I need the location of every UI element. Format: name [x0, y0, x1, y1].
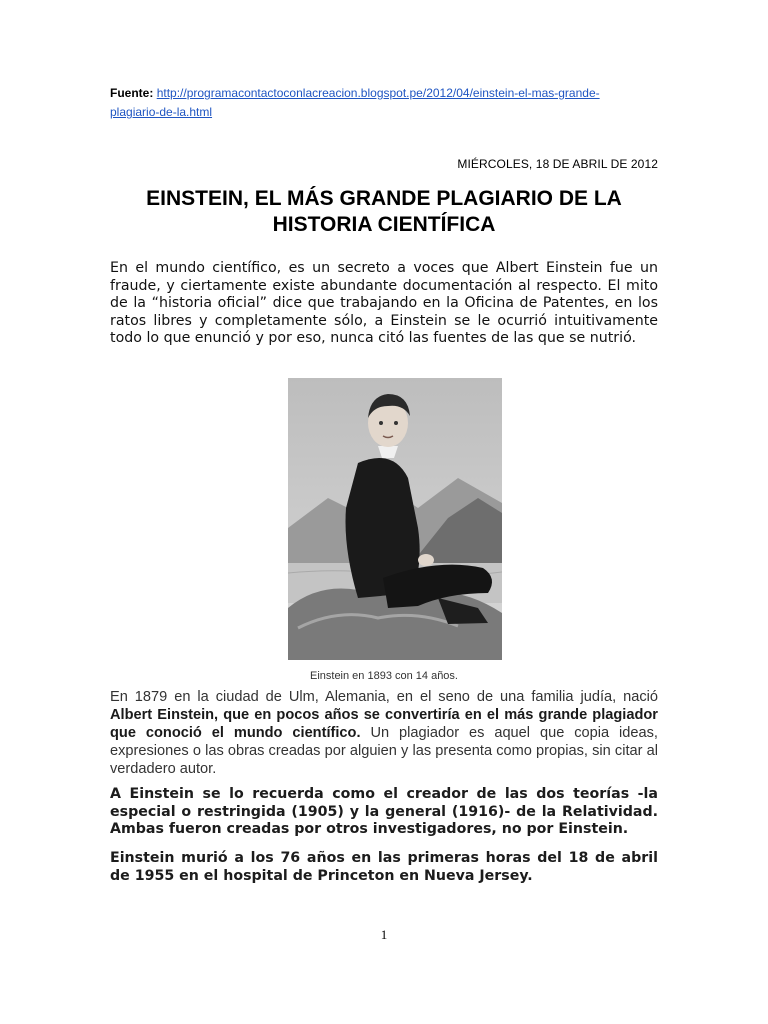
title-line-1: EINSTEIN, EL MÁS GRANDE PLAGIARIO DE LA — [146, 187, 622, 210]
birth-text-bold: Albert Einstein, que en pocos años se convertiría en el más grande plagiador que conoció el mundo científico. — [110, 707, 658, 741]
post-date: MIÉRCOLES, 18 DE ABRIL DE 2012 — [457, 157, 658, 171]
einstein-photo — [288, 378, 502, 660]
source-link[interactable] — [110, 86, 600, 119]
article-title — [110, 186, 658, 238]
birth-text-start: En 1879 en la ciudad de Ulm, Alemania, en el seno de una familia judía, nació — [110, 689, 658, 705]
relativity-paragraph: A Einstein se lo recuerda como el creador de las dos teorías -la especial o restringida (1905) y la general (1916)- de la Relatividad. Ambas fueron creadas por otros investigadores, no por Einstein. — [110, 786, 658, 837]
photo-caption: Einstein en 1893 con 14 años. — [309, 670, 458, 682]
intro-paragraph: En el mundo científico, es un secreto a voces que Albert Einstein fue un fraude, y ciertamente existe abundante documentación al respecto. El mito de la “historia oficial” dice que trabajando en la Oficina de Patentes, en los ratos libres y completamente sólo, a Einstein se le ocurrió intuitivamente todo lo que enunció y por eso, nunca citó las fuentes de las que se nutrió. — [110, 260, 658, 346]
death-paragraph: Einstein murió a los 76 años en las primeras horas del 18 de abril de 1955 en el hospital de Princeton en Nueva Jersey. — [110, 850, 658, 884]
birth-paragraph — [110, 688, 658, 778]
source-url-line2: plagiario-de-la.html — [110, 105, 213, 119]
title-line-2: HISTORIA CIENTÍFICA — [272, 213, 496, 236]
source-reference — [110, 84, 670, 122]
birth-text-end: Un plagiador es aquel que copia ideas, expresiones o las obras creadas por alguien y las presenta como propias, sin citar al verdadero autor. — [110, 725, 658, 777]
page-number: 1 — [380, 927, 388, 942]
source-url-line1: http://programacontactoconlacreacion.blogspot.pe/2012/04/einstein-el-mas-grande- — [156, 86, 600, 100]
source-label: Fuente: — [110, 86, 154, 100]
